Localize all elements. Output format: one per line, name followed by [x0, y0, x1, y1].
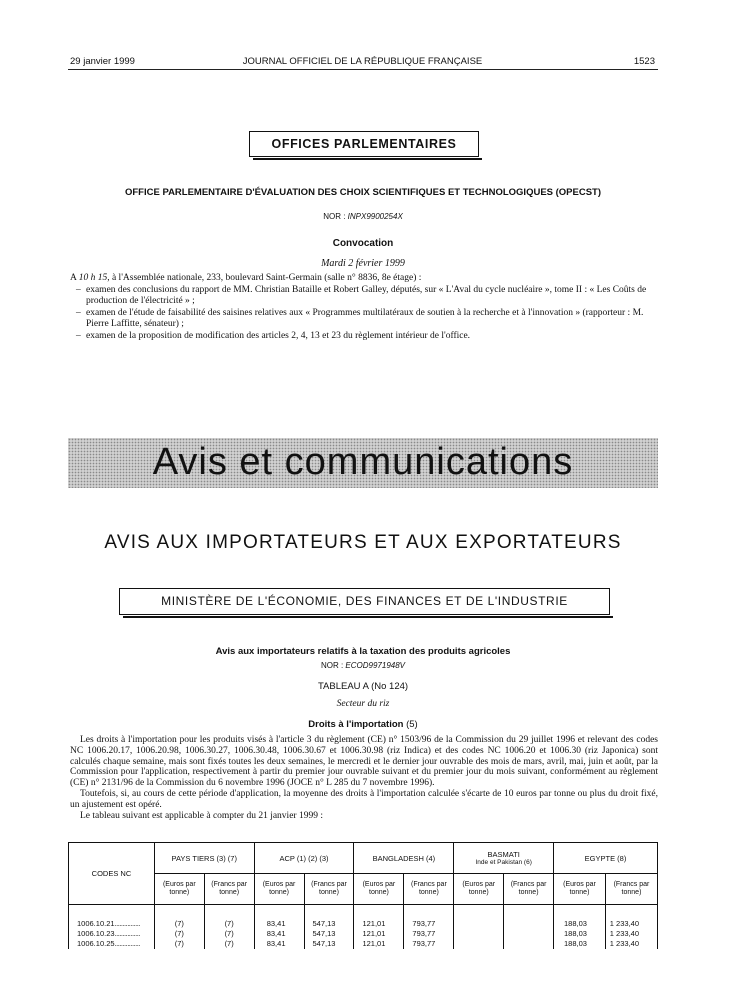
agenda [70, 273, 658, 342]
opecst-nor [68, 212, 658, 221]
value-cell: 121,01 [354, 939, 404, 949]
avis-subtitle: Avis aux importateurs relatifs à la taxation des produits agricoles [215, 646, 511, 657]
nor-reference: INPX9900254X [347, 212, 403, 221]
leader-dots [115, 929, 140, 938]
header-journal-title: JOURNAL OFFICIEL DE LA RÉPUBLIQUE FRANÇAISE [242, 56, 483, 67]
unit-euros-header: (Euros par tonne) [354, 874, 404, 905]
table-spacer-row [69, 905, 658, 920]
unit-header-row [69, 874, 658, 905]
group-header-basmati [454, 843, 554, 874]
droits-label: Droits à l'importation [308, 719, 404, 730]
agenda-time: 10 h 15 [78, 273, 108, 283]
nor-reference: ECOD9971948V [345, 661, 406, 670]
table-row [69, 929, 658, 939]
value-cell: 83,41 [254, 929, 304, 939]
agenda-item: – examen de la proposition de modification des articles 2, 4, 13 et 23 du règlement intérieur de l'office. [70, 331, 658, 343]
group-name: ACP (1) (2) (3) [279, 853, 329, 863]
unit-francs-header: (Francs par tonne) [304, 874, 354, 905]
value-cell: 83,41 [254, 939, 304, 949]
agenda-list [70, 285, 658, 343]
value-cell [454, 929, 504, 939]
value-cell: 1 233,40 [605, 919, 657, 929]
value-cell [504, 919, 554, 929]
code-nc-value: 1006.10.25 [77, 939, 115, 948]
header-date: 29 janvier 1999 [70, 56, 135, 67]
nor-label: NOR : [323, 212, 348, 221]
value-cell: 188,03 [554, 929, 606, 939]
unit-francs-header: (Francs par tonne) [404, 874, 454, 905]
group-header-pays-tiers [154, 843, 254, 874]
value-cell: 121,01 [354, 919, 404, 929]
value-cell: 547,13 [304, 929, 354, 939]
code-nc-cell [69, 929, 155, 939]
rice-duties-table [68, 842, 658, 949]
unit-euros-header: (Euros par tonne) [154, 874, 204, 905]
code-nc-cell [69, 919, 155, 929]
value-cell: 188,03 [554, 919, 606, 929]
agenda-intro [70, 273, 658, 285]
unit-francs-header: (Francs par tonne) [204, 874, 254, 905]
unit-francs-header: (Francs par tonne) [605, 874, 657, 905]
leader-dots [115, 939, 140, 948]
avis-banner [68, 438, 658, 488]
codes-nc-header: CODES NC [69, 843, 155, 905]
code-nc-value: 1006.10.21 [77, 919, 115, 928]
value-cell: 793,77 [404, 919, 454, 929]
value-cell [504, 939, 554, 949]
nor-label: NOR : [320, 661, 346, 670]
unit-euros-header: (Euros par tonne) [254, 874, 304, 905]
unit-euros-header: (Euros par tonne) [454, 874, 504, 905]
value-cell: 1 233,40 [605, 929, 657, 939]
header-rule [68, 69, 658, 70]
group-header-egypte [554, 843, 658, 874]
avis-section-title: AVIS AUX IMPORTATEURS ET AUX EXPORTATEURS [104, 532, 622, 553]
value-cell: 1 233,40 [605, 939, 657, 949]
agenda-item: – examen de l'étude de faisabilité des saisines relatives aux « Programmes multilatéraux de soutien à la recherche et à l'innovation » (rapporteur : M. Pierre Laffitte, sénateur) ; [70, 308, 658, 331]
value-cell: (7) [204, 929, 254, 939]
ministere-title: MINISTÈRE DE L'ÉCONOMIE, DES FINANCES ET DE L'INDUSTRIE [119, 588, 610, 615]
table-row [69, 939, 658, 949]
value-cell: (7) [204, 939, 254, 949]
table-row [69, 919, 658, 929]
meeting-date: Mardi 2 février 1999 [321, 258, 405, 269]
value-cell [504, 929, 554, 939]
code-nc-value: 1006.10.23 [77, 929, 115, 938]
leader-dots [115, 919, 140, 928]
avis-nor [68, 661, 658, 670]
unit-francs-header: (Francs par tonne) [504, 874, 554, 905]
value-cell: 793,77 [404, 939, 454, 949]
section-offices-title: OFFICES PARLEMENTAIRES [249, 131, 479, 157]
group-name: PAYS TIERS (3) (7) [171, 853, 237, 863]
table-body [69, 919, 658, 949]
agenda-intro-text: , à l'Assemblée nationale, 233, boulevard Saint-Germain (salle n° 8836, 8e étage) : [107, 273, 422, 283]
value-cell: (7) [154, 939, 204, 949]
running-header [70, 56, 655, 70]
value-cell [454, 939, 504, 949]
value-cell: 188,03 [554, 939, 606, 949]
droits-note: (5) [403, 719, 418, 730]
value-cell: (7) [204, 919, 254, 929]
code-nc-cell [69, 939, 155, 949]
secteur-heading: Secteur du riz [336, 699, 390, 709]
paragraph: Le tableau suivant est applicable à compter du 21 janvier 1999 : [80, 810, 323, 821]
group-header-acp [254, 843, 354, 874]
value-cell: (7) [154, 929, 204, 939]
value-cell: 547,13 [304, 939, 354, 949]
avis-body [70, 735, 658, 821]
droits-heading [68, 719, 658, 730]
group-name: BASMATI [487, 850, 520, 859]
convocation-heading: Convocation [332, 238, 394, 249]
banner-title: Avis et communications [152, 441, 574, 483]
agenda-item: – examen des conclusions du rapport de MM. Christian Bataille et Robert Galley, députés, sur « L'Aval du cycle nucléaire », tome II : « Les Coûts de production de l'électricité » ; [70, 285, 658, 308]
group-name: EGYPTE (8) [584, 853, 627, 863]
opecst-title: OFFICE PARLEMENTAIRE D'ÉVALUATION DES CHOIX SCIENTIFIQUES ET TECHNOLOGIQUES (OPECST) [124, 187, 602, 198]
value-cell: 547,13 [304, 919, 354, 929]
value-cell: 83,41 [254, 919, 304, 929]
group-name: BANGLADESH (4) [372, 853, 436, 863]
tableau-heading: TABLEAU A (No 124) [317, 681, 409, 692]
value-cell [454, 919, 504, 929]
group-subname: Inde et Pakistan (6) [475, 859, 532, 866]
unit-euros-header: (Euros par tonne) [554, 874, 606, 905]
value-cell: 121,01 [354, 929, 404, 939]
agenda-prefix: A [70, 273, 79, 283]
group-header-bangladesh [354, 843, 454, 874]
paragraph: Les droits à l'importation pour les produits visés à l'article 3 du règlement (CE) n° 1503/96 de la Commission du 29 juillet 1996 et relevant des codes NC 1006.20.17, 1006.20.98, 1006.30.27, 1006.30.48, 1006.30.67 et 1006.30.98 (riz Indica) et des codes NC 1006.20 et 1006.30 (riz Japonica) sont calculés chaque semaine, mais sont fixés toutes les deux semaines, le mercredi et le dernier jour ouvrable des mois de mars, avril, mai, juin et août, par la Commission pour l'application, respectivement à partir du premier jour ouvrable suivant et du premier jour du mois suivant, conformément au règlement (CE) n° 2131/96 de la Commission du 6 novembre 1996 (JOCE n° L 285 du 7 novembre 1996). [70, 735, 658, 789]
value-cell: (7) [154, 919, 204, 929]
paragraph: Toutefois, si, au cours de cette période d'application, la moyenne des droits à l'importation calculée s'écarte de 10 euros par tonne ou plus du droit fixé, un ajustement est opéré. [70, 788, 658, 810]
header-page-number: 1523 [633, 56, 655, 67]
value-cell: 793,77 [404, 929, 454, 939]
group-header-row [69, 843, 658, 874]
